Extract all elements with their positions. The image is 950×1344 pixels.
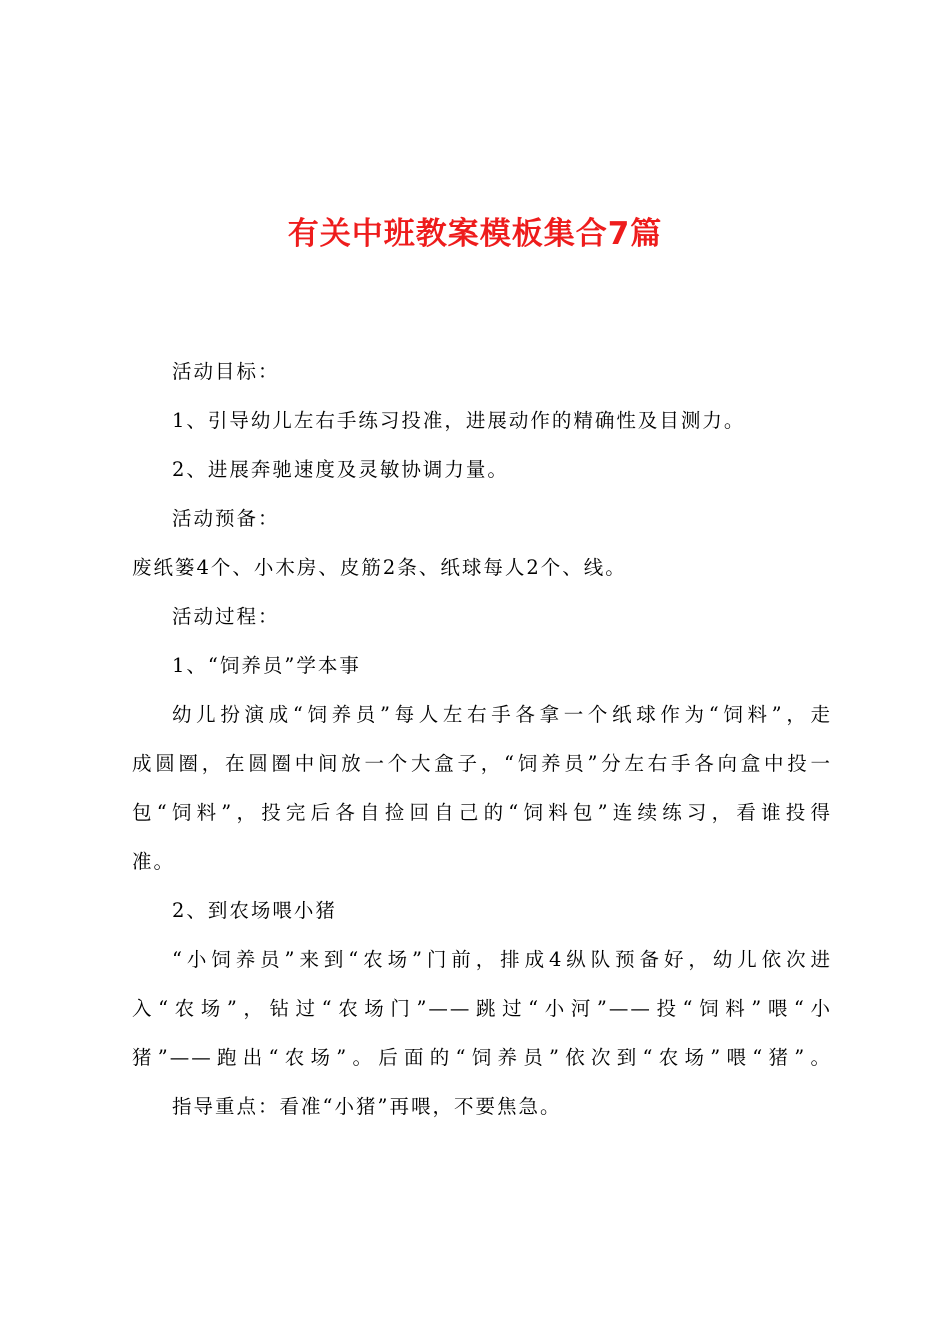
process-heading: 活动过程： (172, 605, 280, 628)
paragraph-line: 准。 (132, 850, 176, 873)
paragraph-line: 入“农场”，钻过“农场门”——跳过“小河”——投“饲料”喂“小 (132, 997, 832, 1020)
step-1-paragraph (132, 690, 832, 886)
paragraph-line: “小饲养员”来到“农场”门前，排成4纵队预备好，幼儿依次进 (172, 948, 832, 971)
step-1-title: 1、“饲养员”学本事 (172, 654, 361, 677)
prep-heading: 活动预备： (172, 507, 280, 530)
guidance-note: 指导重点：看准“小猪”再喂，不要焦急。 (172, 1095, 562, 1118)
goals-heading: 活动目标： (172, 360, 280, 383)
paragraph-line: 包“饲料”，投完后各自捡回自己的“饲料包”连续练习，看谁投得 (132, 801, 832, 824)
step-2-paragraph (132, 935, 832, 1082)
prep-items: 废纸篓4个、小木房、皮筋2条、纸球每人2个、线。 (132, 556, 627, 579)
paragraph-line: 猪”——跑出“农场”。后面的“饲养员”依次到“农场”喂“猪”。 (132, 1046, 832, 1069)
document-body (132, 347, 832, 1131)
goal-item-2: 2、进展奔驰速度及灵敏协调力量。 (172, 458, 509, 481)
goal-item-1: 1、引导幼儿左右手练习投准，进展动作的精确性及目测力。 (172, 409, 746, 432)
document-title: 有关中班教案模板集合7篇 (287, 216, 663, 252)
step-2-title: 2、到农场喂小猪 (172, 899, 337, 922)
paragraph-line: 幼儿扮演成“饲养员”每人左右手各拿一个纸球作为“饲料”，走 (172, 703, 832, 726)
paragraph-line: 成圆圈，在圆圈中间放一个大盒子，“饲养员”分左右手各向盒中投一 (132, 752, 832, 775)
